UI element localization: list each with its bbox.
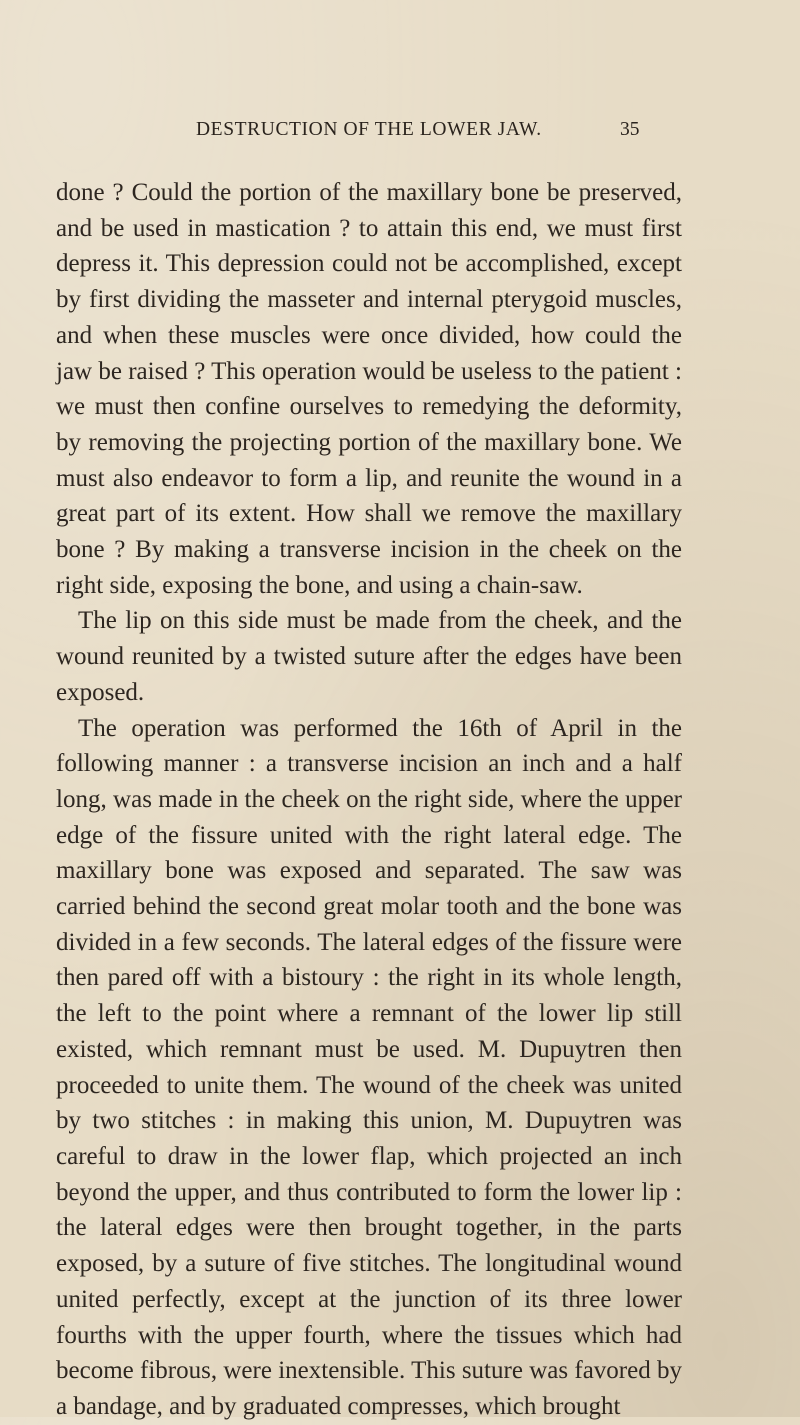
running-title: DESTRUCTION OF THE LOWER JAW.: [196, 119, 542, 140]
body-text: [56, 175, 682, 1425]
paragraph-2: The lip on this side must be made from the cheek, and the wound reunited by a twisted suture after the edges have been exposed.: [56, 607, 682, 706]
running-head: [0, 119, 800, 149]
paragraph-3: The operation was performed the 16th of April in the following manner : a transverse incision an inch and a half long, was made in the cheek on the right side, where the upper edge of the fissure united with the right lateral edge. The maxillary bone was exposed and separated. The saw was carried behind the second great molar tooth and the bone was divided in a few seconds. The lateral edges of the fissure were then pared off with a bistoury : the right in its whole length, the left to the point where a remnant of the lower lip still existed, which remnant must be used. M. Dupuytren then proceeded to unite them. The wound of the cheek was united by two stitches : in making this union, M. Dupuytren was careful to draw in the lower flap, which projected an inch beyond the upper, and thus contributed to form the lower lip : the lateral edges were then brought together, in the parts exposed, by a suture of five stitches. The longitudinal wound united perfectly, except at the junction of its three lower fourths with the upper fourth, where the tissues which had become fibrous, were inextensible. This suture was favored by a bandage, and by graduated compresses, which brought: [56, 714, 682, 1420]
paragraph-1: done ? Could the portion of the maxillary bone be preserved, and be used in mastication ? to attain this end, we must first depress it. This depression could not be accomplished, except by first dividing the masseter and internal pterygoid muscles, and when these muscles were once divided, how could the jaw be raised ? This operation would be useless to the patient : we must then confine ourselves to remedying the deformity, by removing the projecting portion of the maxillary bone. We must also endeavor to form a lip, and reunite the wound in a great part of its extent. How shall we remove the maxillary bone ? By making a transverse incision in the cheek on the right side, exposing the bone, and using a chain-saw.: [56, 179, 682, 599]
page-number: 35: [620, 119, 640, 140]
